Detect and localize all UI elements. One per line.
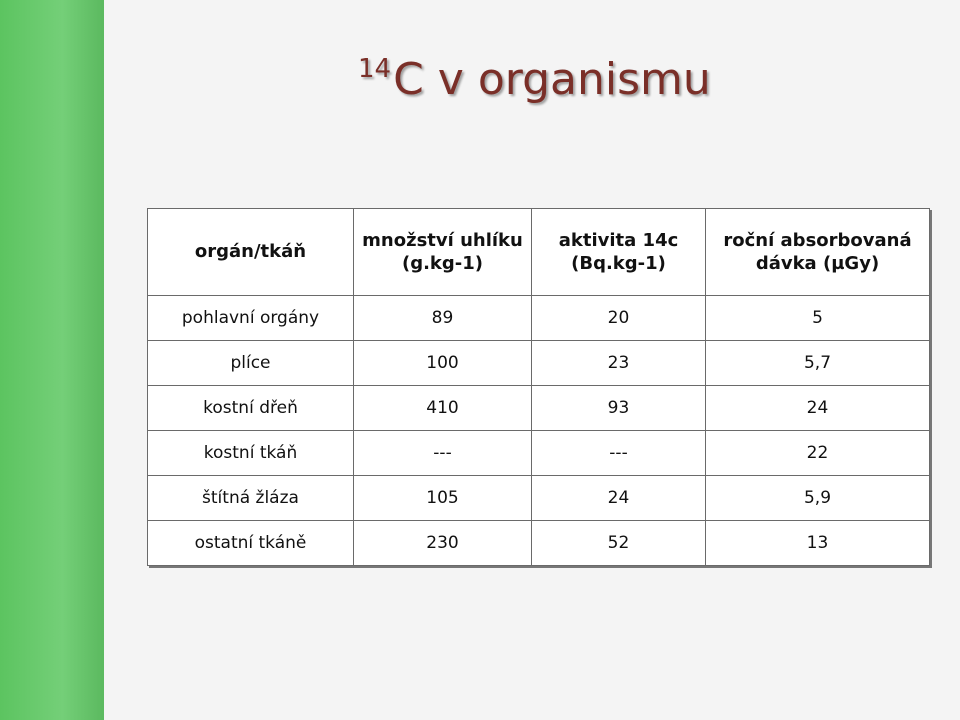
header-cell-activity: aktivita 14c (Bq.kg-1) xyxy=(532,209,706,296)
table-cell: 5 xyxy=(706,296,930,341)
table-cell: --- xyxy=(532,431,706,476)
table-cell: 230 xyxy=(354,521,532,566)
table-cell: 13 xyxy=(706,521,930,566)
table-cell: plíce xyxy=(148,341,354,386)
header-cell-organ: orgán/tkáň xyxy=(148,209,354,296)
table-row xyxy=(148,431,930,476)
data-table xyxy=(147,208,930,566)
table-row xyxy=(148,386,930,431)
header-cell-dose: roční absorbovaná dávka (µGy) xyxy=(706,209,930,296)
table-cell: 20 xyxy=(532,296,706,341)
table-cell: --- xyxy=(354,431,532,476)
table-cell: 52 xyxy=(532,521,706,566)
table-cell: kostní tkáň xyxy=(148,431,354,476)
table-row xyxy=(148,521,930,566)
table-row xyxy=(148,476,930,521)
table-cell: 24 xyxy=(532,476,706,521)
table-cell: 5,7 xyxy=(706,341,930,386)
slide-title xyxy=(358,54,711,105)
table-row xyxy=(148,296,930,341)
table-row xyxy=(148,341,930,386)
table-cell: pohlavní orgány xyxy=(148,296,354,341)
title-text: C v organismu xyxy=(393,54,711,105)
table-cell: 105 xyxy=(354,476,532,521)
table-cell: 93 xyxy=(532,386,706,431)
table-cell: 24 xyxy=(706,386,930,431)
header-row xyxy=(148,209,930,296)
table-cell: ostatní tkáně xyxy=(148,521,354,566)
header-cell-carbon: množství uhlíku (g.kg-1) xyxy=(354,209,532,296)
table-cell: 5,9 xyxy=(706,476,930,521)
table-cell: 23 xyxy=(532,341,706,386)
side-accent-bar xyxy=(0,0,104,720)
table-cell: 22 xyxy=(706,431,930,476)
table-cell: štítná žláza xyxy=(148,476,354,521)
title-superscript: 14 xyxy=(358,54,392,84)
table-cell: 100 xyxy=(354,341,532,386)
table-cell: 89 xyxy=(354,296,532,341)
table-cell: 410 xyxy=(354,386,532,431)
table-cell: kostní dřeň xyxy=(148,386,354,431)
